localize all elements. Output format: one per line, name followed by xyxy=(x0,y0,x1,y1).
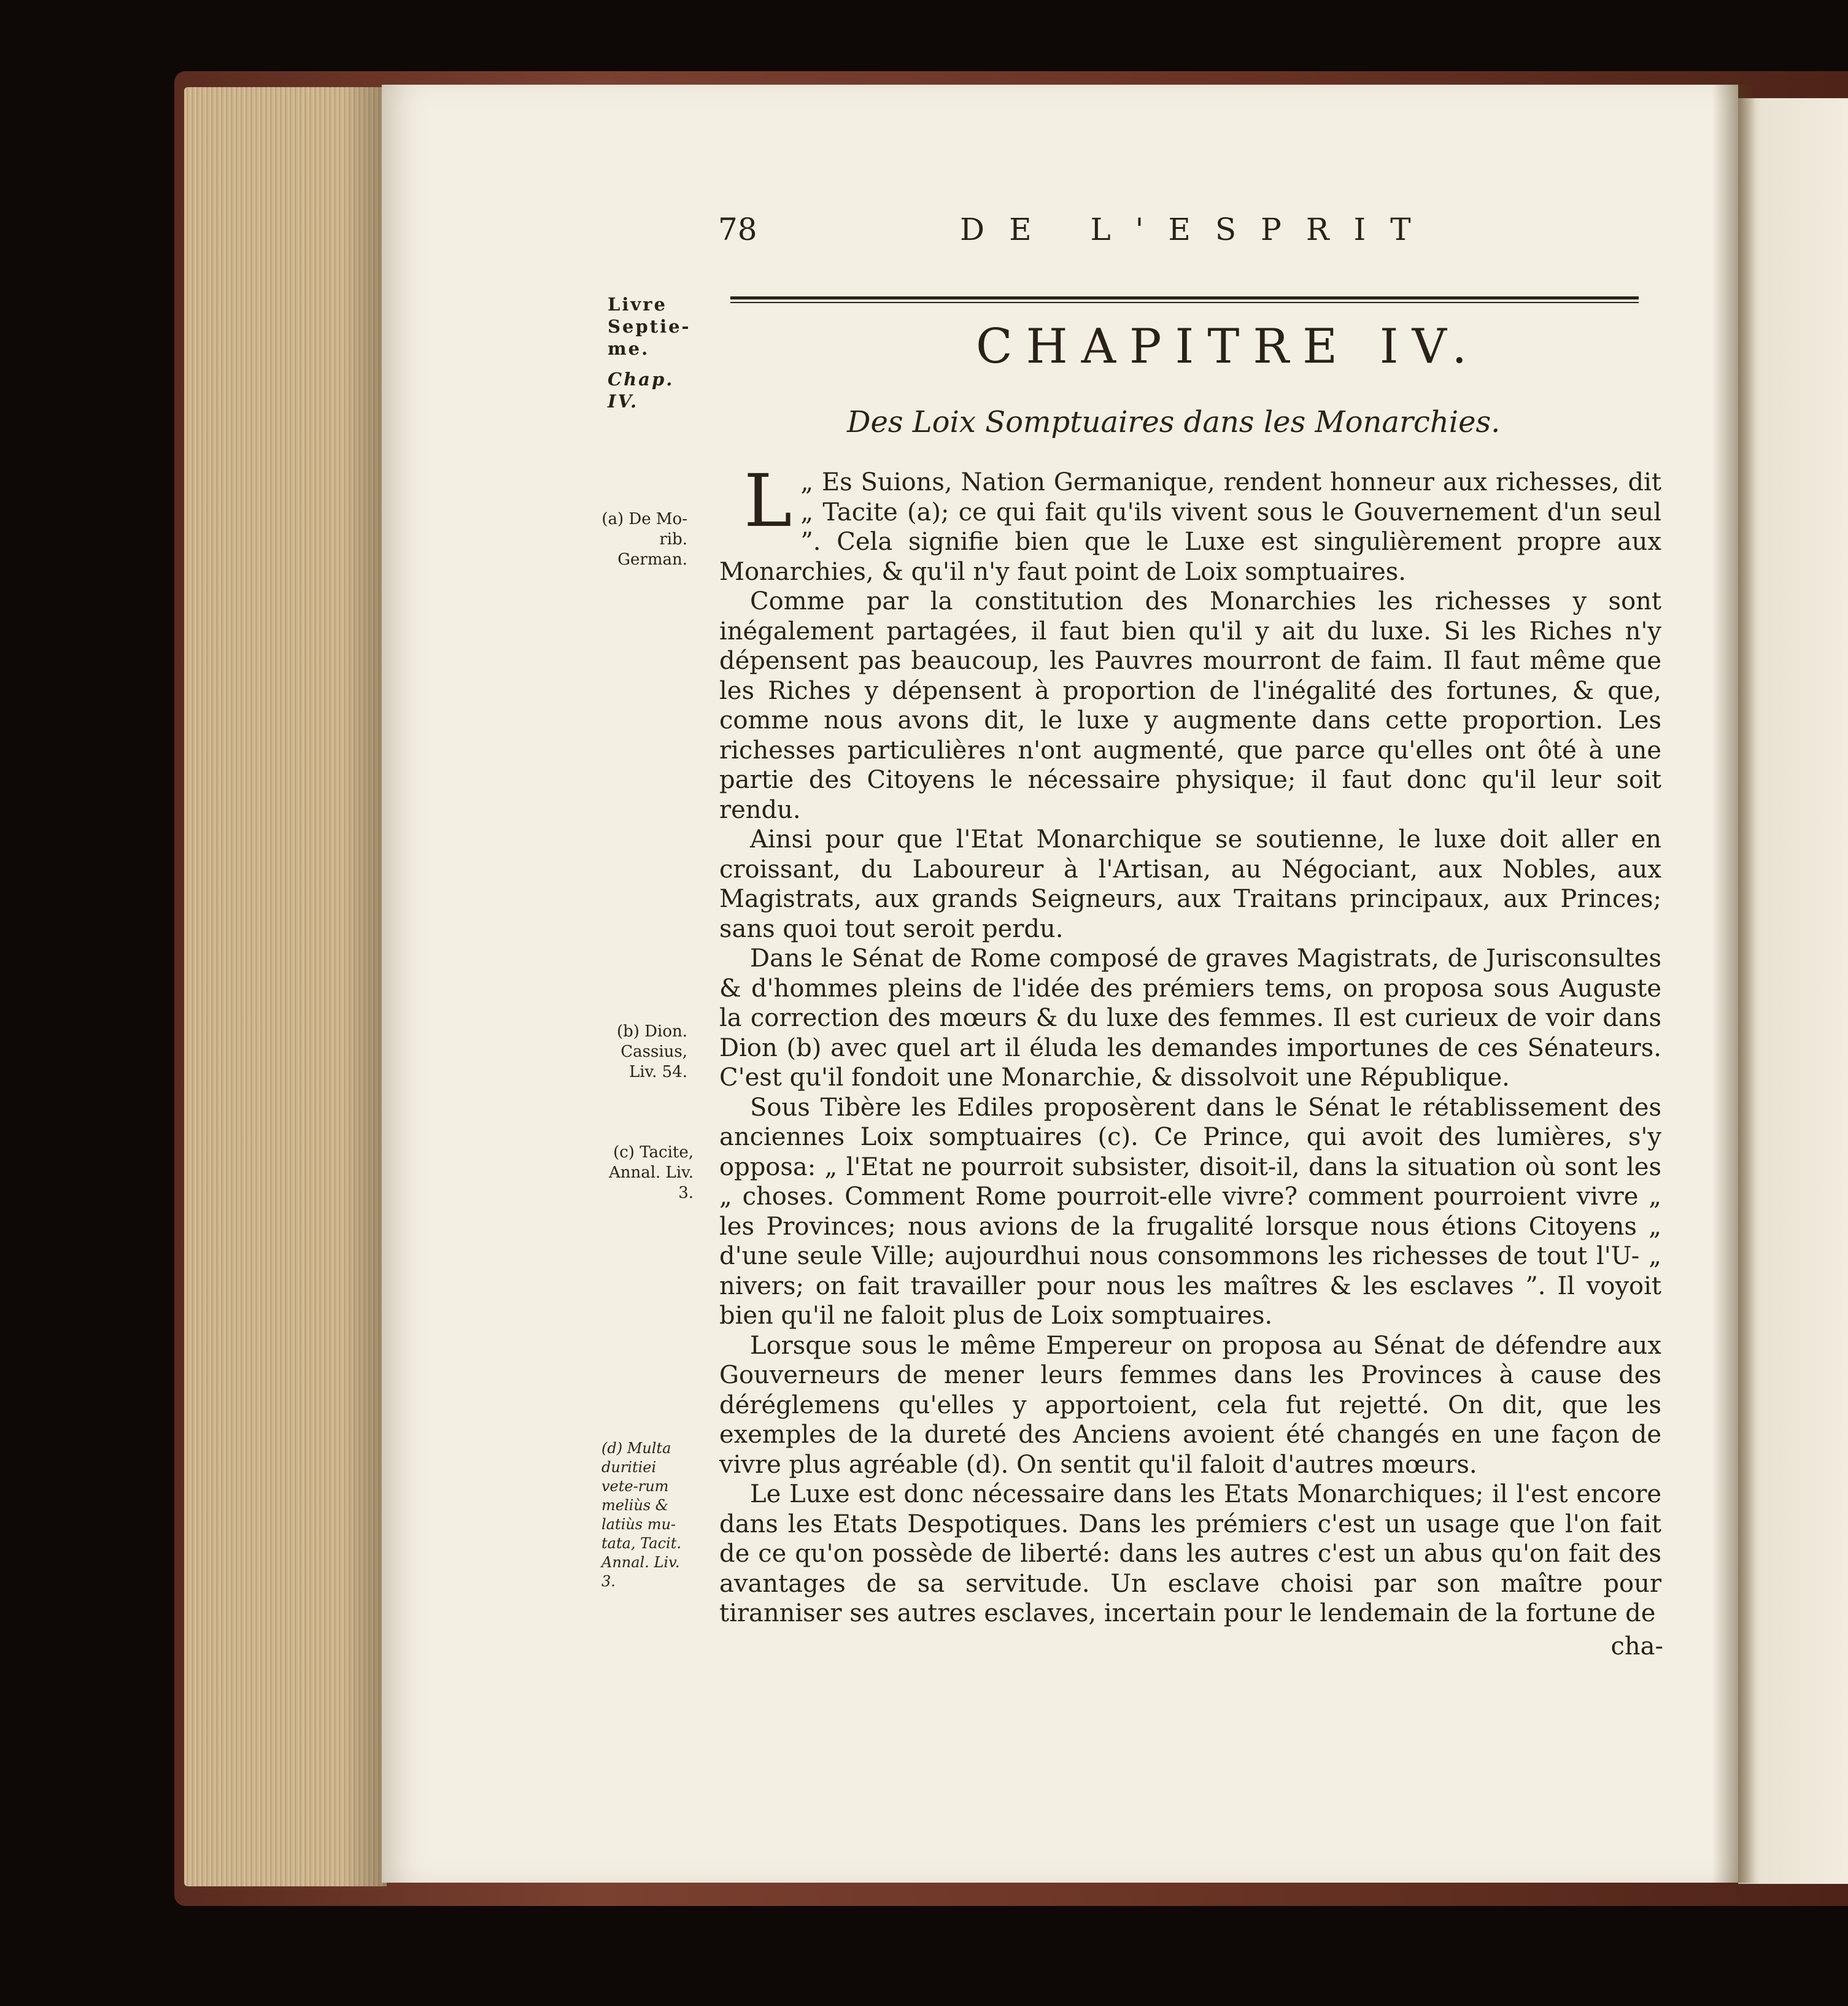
margin-book-label xyxy=(608,293,700,412)
gutter-shadow xyxy=(1712,85,1755,1883)
running-title: DE L'ESPRIT xyxy=(960,212,1436,247)
chapter-title: CHAPITRE IV. xyxy=(976,319,1481,374)
margin-note-a: (a) De Mo-rib. German. xyxy=(601,510,687,569)
drop-cap: L xyxy=(744,458,792,543)
paragraph-6: Lorsque sous le même Empereur on proposa au Sénat de défendre aux Gouverneurs de mener leurs femmes dans les Provinces à cause des déréglemens qu'elles y apportoient, cela fut rejetté. On dit, que les exemples de la dureté des Anciens avoient été changés en une façon de vivre plus agréable (d). On sentit qu'il faloit d'autres mœurs. xyxy=(719,1331,1661,1479)
margin-livre-line1: Livre xyxy=(608,294,667,315)
margin-note-c: (c) Tacite, Annal. Liv. 3. xyxy=(608,1143,694,1202)
margin-livre-line2: Septie- xyxy=(608,316,691,337)
margin-livre-line3: me. xyxy=(608,338,650,359)
page-header xyxy=(718,212,1700,255)
paragraph-2: Comme par la constitution des Monarchies les richesses y sont inégalement partagées, il faut bien qu'il y ait du luxe. Si les Riches n'y dépensent pas beaucoup, les Pauvres mourront de faim. Il faut même que les Riches y dépensent à proportion de l'inégalité des fortunes, & que, comme nous avons dit, le luxe y augmente dans cette proportion. Les richesses particulières n'ont augmenté, que parce qu'elles ont ôté à une partie des Citoyens le nécessaire physique; il faut donc qu'il leur soit rendu. xyxy=(719,587,1661,824)
header-rule-thin xyxy=(730,302,1639,303)
margin-note-b: (b) Dion. Cassius, Liv. 54. xyxy=(616,1022,687,1081)
chapter-subtitle: Des Loix Somptuaires dans les Monarchies. xyxy=(847,405,1501,439)
paragraph-3: Ainsi pour que l'Etat Monarchique se soutienne, le luxe doit aller en croissant, du Laboureur à l'Artisan, au Négociant, aux Nobles, aux Magistrats, aux grands Seigneurs, aux Traitans principaux, aux Princes; sans quoi tout seroit perdu. xyxy=(719,825,1661,943)
catchword: cha- xyxy=(1610,1632,1663,1661)
margin-chapter-ref: Chap. IV. xyxy=(608,369,675,412)
paragraph-4: Dans le Sénat de Rome composé de graves Magistrats, de Jurisconsultes & d'hommes pleins de l'idée des prémiers tems, on proposa sous Auguste la correction des mœurs & du luxe des femmes. Il est curieux de voir dans Dion (b) avec quel art il éluda les demandes importunes de ces Sénateurs. C'est qu'il fondoit une Monarchie, & dissolvoit une République. xyxy=(719,944,1661,1092)
body-text xyxy=(719,458,1661,1629)
paragraph-5: Sous Tibère les Ediles proposèrent dans le Sénat le rétablissement des anciennes Loix somptuaires (c). Ce Prince, qui avoit des lumières, s'y opposa: „ l'Etat ne pourroit subsister, disoit-il, dans la situation où sont les „ choses. Comment Rome pourroit-elle vivre? comment pourroient vivre „ les Provinces; nous avions de la frugalité lorsque nous étions Citoyens „ d'une seule Ville; aujourdhui nous consommons les richesses de tout l'U- „ nivers; on fait travailler pour nous les maîtres & les esclaves ”. Il voyoit bien qu'il ne faloit plus de Loix somptuaires. xyxy=(719,1093,1661,1330)
header-rule xyxy=(730,296,1639,299)
paragraph-7: Le Luxe est donc nécessaire dans les Etats Monarchiques; il l'est encore dans les Etats Despotiques. Dans les prémiers c'est un usage que l'on fait de ce qu'on possède de liberté: dans les autres c'est un abus qu'on fait des avantages de sa servitude. Un esclave choisi par son maître pour tiranniser ses autres esclaves, incertain pour le lendemain de la fortune de xyxy=(719,1480,1661,1627)
paragraph-1-text: „ Es Suions, Nation Germanique, rendent honneur aux richesses, dit „ Tacite (a); ce qui fait qu'ils vivent sous le Gouvernement d'un seul ”. Cela signifie bien que le Luxe est singulièrement propre aux Monarchies, & qu'il n'y faut point de Loix somptuaires. xyxy=(719,468,1661,586)
paragraph-1 xyxy=(719,458,1661,587)
margin-note-d: (d) Multa duritiei vete-rum meliùs & latiùs mu-tata, Tacit. Annal. Liv. 3. xyxy=(601,1440,682,1590)
page-edge-shadow xyxy=(344,87,387,1886)
page-number: 78 xyxy=(718,212,757,247)
